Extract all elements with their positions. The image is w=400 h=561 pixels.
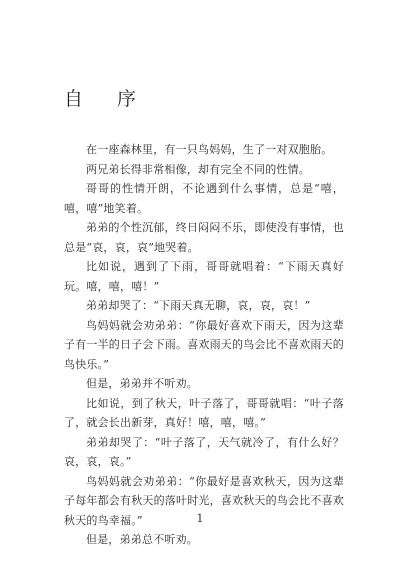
paragraph: 但是，弟弟并不听劝。 (86, 377, 198, 390)
paragraph: 在一座森林里，有一只鸟妈妈，生了一对双胞胎。 (86, 143, 333, 156)
page-number: 1 (196, 512, 204, 525)
paragraph: 比如说，遇到了下雨，哥哥就唱着：“下雨天真好玩。嘻，嘻，嘻！” (64, 260, 344, 293)
paragraph: 弟弟的个性沉郁，终日闷闷不乐，即使没有事情，也总是“哀，哀，哀”地哭着。 (64, 221, 344, 254)
paragraph: 哥哥的性情开朗，不论遇到什么事情，总是“嘻，嘻，嘻”地笑着。 (64, 182, 344, 215)
paragraph: 但是，弟弟总不听劝。 (86, 533, 198, 546)
paragraph: 弟弟却哭了：“叶子落了，天气就冷了，有什么好？哀，哀，哀。” (64, 435, 344, 468)
paragraph: 比如说，到了秋天，叶子落了，哥哥就唱：“叶子落了，就会长出新芽，真好！嘻，嘻，嘻。” (64, 396, 344, 429)
paragraph: 鸟妈妈就会劝弟弟：“你最好喜欢下雨天，因为这辈子有一半的日子会下雨。喜欢雨天的鸟会比不喜欢雨天的鸟快乐。” (64, 318, 344, 371)
paragraph: 弟弟却哭了：“下雨天真无聊，哀，哀，哀！” (86, 299, 311, 312)
paragraph: 两兄弟长得非常相像，却有完全不同的性情。 (86, 162, 310, 176)
page-title: 自 序 (64, 88, 151, 110)
body-text (64, 140, 344, 550)
paragraph: 鸟妈妈就会劝弟弟：“你最好是喜欢秋天，因为这辈子每年都会有秋天的落叶时光，喜欢秋天的鸟会比不喜欢秋天的鸟幸福。” (64, 474, 344, 527)
